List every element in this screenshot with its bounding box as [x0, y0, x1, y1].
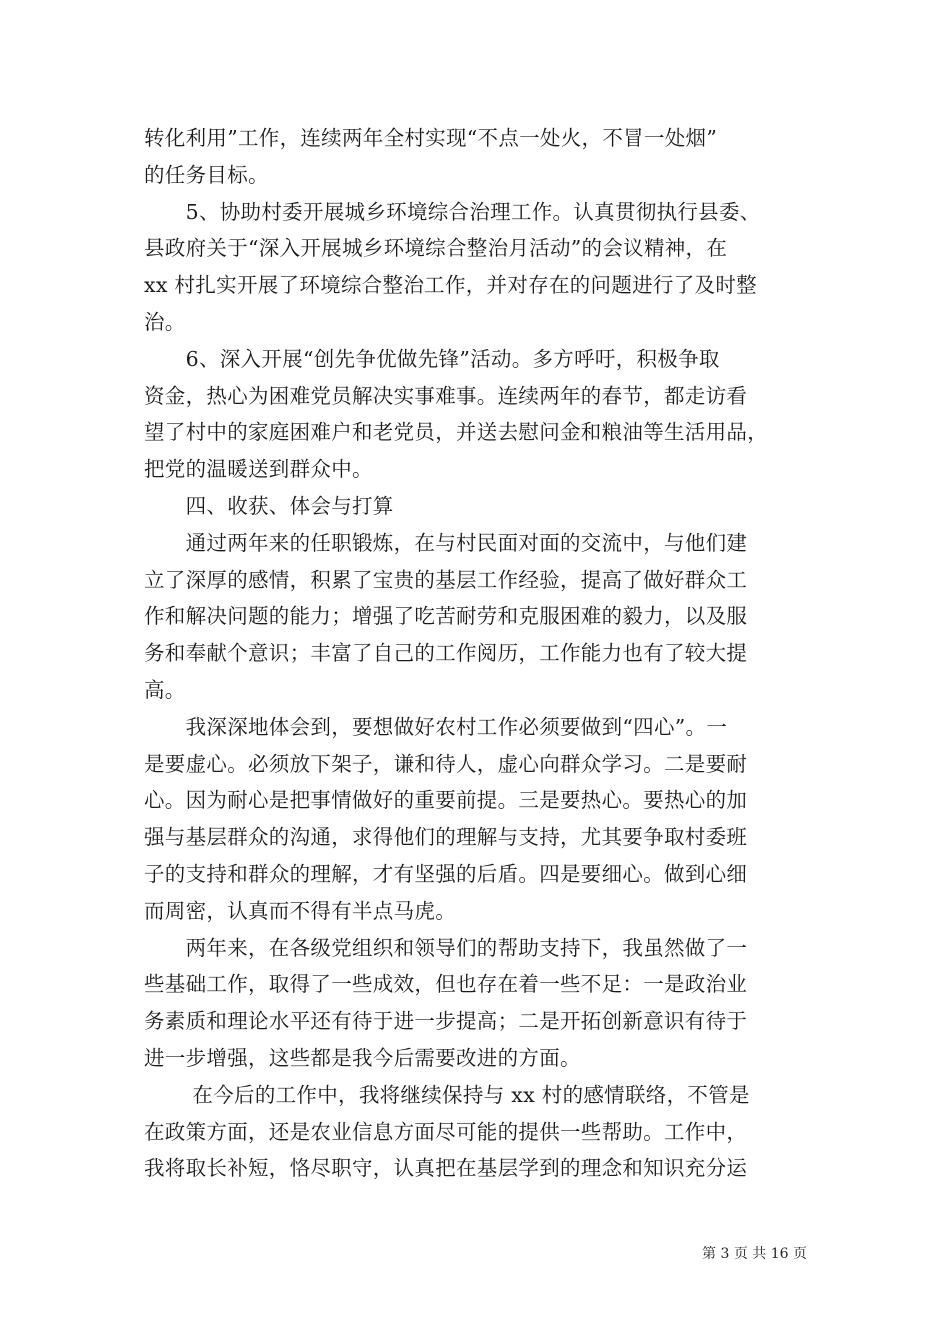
text-line: 在今后的工作中，我将继续保持与 xx 村的感情联络，不管是	[144, 1082, 750, 1107]
page-number: 第 3 页 共 16 页	[702, 1246, 807, 1262]
body-text	[144, 120, 809, 1187]
text-line: 进一步增强，这些都是我今后需要改进的方面。	[144, 1045, 581, 1070]
text-line: 务和奉献个意识；丰富了自己的工作阅历，工作能力也有了较大提	[144, 641, 748, 666]
text-line: 务素质和理论水平还有待于进一步提高；二是开拓创新意识有待于	[144, 1009, 748, 1034]
text-line: 6、深入开展“创先争优做先锋”活动。多方呼吁，积极争取	[144, 346, 720, 371]
text-line: 作和解决问题的能力；增强了吃苦耐劳和克服困难的毅力，以及服	[144, 604, 748, 629]
text-line: 转化利用”工作，连续两年全村实现“不点一处火，不冒一处烟”	[144, 126, 718, 150]
text-line: 立了深厚的感情，积累了宝贵的基层工作经验，提高了做好群众工	[144, 567, 748, 592]
text-line: 是要虚心。必须放下架子，谦和待人，虚心向群众学习。二是要耐	[144, 751, 748, 776]
text-line: 两年来，在各级党组织和领导们的帮助支持下，我虽然做了一	[144, 935, 748, 960]
text-line: 望了村中的家庭困难户和老党员，并送去慰问金和粮油等生活用品，	[144, 420, 768, 445]
text-line: 子的支持和群众的理解，才有坚强的后盾。四是要细心。做到心细	[144, 861, 748, 886]
text-line: 而周密，认真而不得有半点马虎。	[144, 898, 456, 923]
text-line: 资金，热心为困难党员解决实事难事。连续两年的春节，都走访看	[144, 383, 748, 408]
text-line: 治。	[144, 309, 186, 334]
text-line: 高。	[144, 677, 186, 702]
text-line: 通过两年来的任职锻炼，在与村民面对面的交流中，与他们建	[144, 530, 748, 555]
text-line: 县政府关于“深入开展城乡环境综合整治月活动”的会议精神，在	[144, 236, 728, 261]
text-line: 把党的温暖送到群众中。	[144, 457, 373, 482]
text-line: 我深深地体会到，要想做好农村工作必须要做到“四心”。一	[144, 714, 728, 739]
section-heading: 四、收获、体会与打算	[144, 493, 394, 518]
text-line: 在政策方面，还是农业信息方面尽可能的提供一些帮助。工作中，	[144, 1119, 748, 1144]
text-line: 5、协助村委开展城乡环境综合治理工作。认真贯彻执行县委、	[144, 199, 761, 224]
text-line: xx 村扎实开展了环境综合整治工作，并对存在的问题进行了及时整	[144, 273, 757, 298]
text-line: 些基础工作，取得了一些成效，但也存在着一些不足：一是政治业	[144, 972, 748, 997]
text-line: 我将取长补短，恪尽职守，认真把在基层学到的理念和知识充分运	[144, 1156, 748, 1181]
text-line: 的任务目标。	[144, 162, 269, 187]
text-line: 强与基层群众的沟通，求得他们的理解与支持，尤其要争取村委班	[144, 825, 748, 850]
text-line: 心。因为耐心是把事情做好的重要前提。三是要热心。要热心的加	[144, 788, 748, 813]
